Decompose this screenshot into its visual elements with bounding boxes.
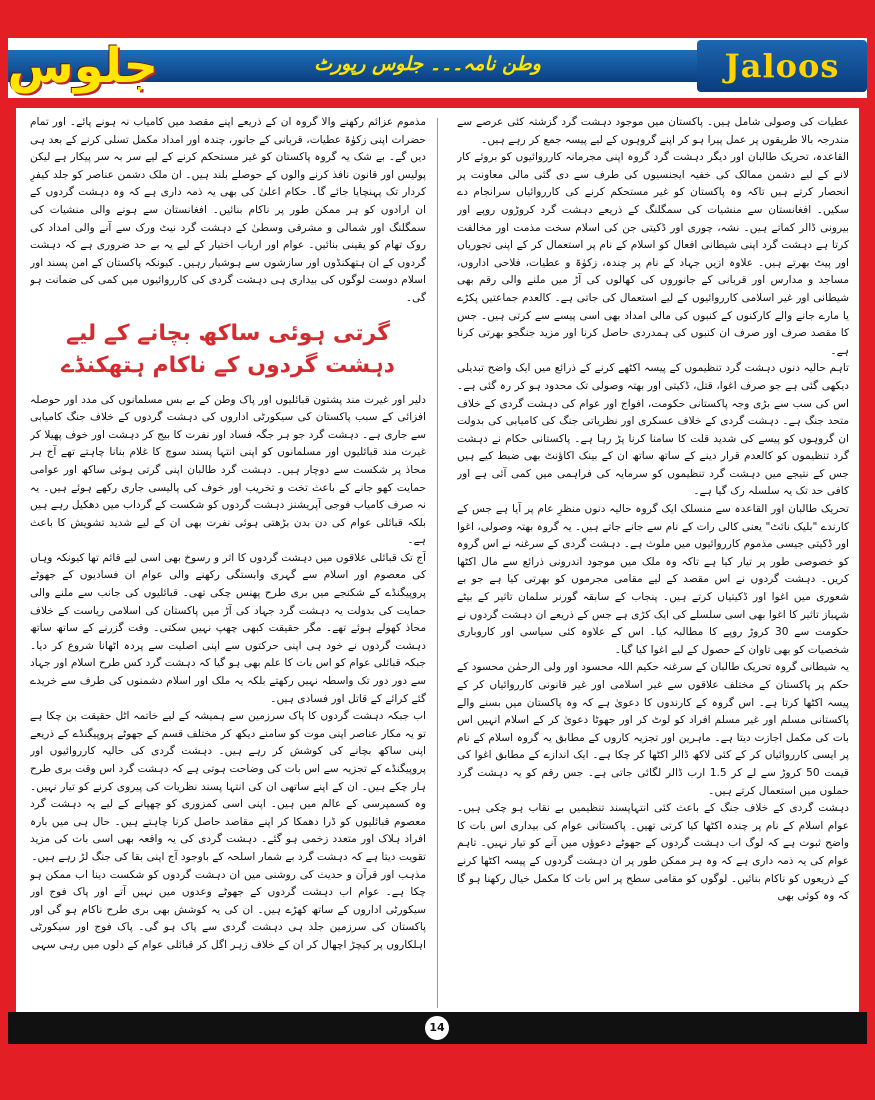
urdu-masthead-logo: جلوس: [7, 38, 158, 94]
column-divider: [437, 118, 438, 1008]
brand-name: Jaloos: [724, 47, 840, 85]
article-headline: [30, 318, 426, 382]
right-column: [457, 114, 849, 1010]
paragraph: تاہم حالیہ دنوں دہشت گرد تنظیموں کے پیسہ اکٹھے کرنے کے ذرائع میں ایک واضح تبدیلی دیکھی گئی ہے جو صرف اغوا، قتل، ڈکیتی اور بھتہ وصولی تک محدود ہو کر رہ گئی ہے۔ اس کی سب سے بڑی وجہ پاکستانی حکومت، افواج اور عوام کی دہشت گردی کے خلاف متحد جنگ ہے۔ دہشت گردی کے خلاف عسکری اور نظریاتی جنگ کی کامیابی کی بدولت ان گروہوں کو پیسے کی شدید قلت کا سامنا کرنا پڑ رہا ہے۔ پاکستانی حکام نے دہشت گرد تنظیموں کو کالعدم قرار دینے کے ساتھ ساتھ ان کے بینک اکاؤنٹ بھی ضبط کیے ہیں جس کے نتیجے میں دہشت گرد تنظیموں کو سرمایہ کی فراہمی میں کمی آئی ہے اور کافی حد تک یہ سلسلہ رک گیا ہے۔: [457, 362, 849, 498]
english-masthead-logo: [697, 40, 867, 92]
paragraph: اب جبکہ دہشت گردوں کا پاک سرزمین سے ہمیشہ کے لیے خاتمہ اٹل حقیقت بن چکا ہے تو یہ مکار عناصر اپنی موت کو سامنے دیکھ کر مختلف قسم کے جھوٹے پروپیگنڈے کے ذریعے اپنی ساکھ بچانے کی کوشش کر رہے ہیں۔ دہشت گردی کی حالیہ کارروائیوں اور پروپیگنڈے کے تجزیہ سے اس بات کی وضاحت ہوتی ہے کہ دہشت گرد اس وقت بری طرح ہار چکے ہیں۔ ان کے اپنے ساتھی ان کی انتہا پسند نظریات کی پیروی کرنے کو تیار نہیں۔ وہ کسمپرسی کے عالم میں ہیں۔ اپنی اسی کمزوری کو چھپانے کے لیے یہ دہشت گرد معصوم قبائلیوں کو ڈرا دھمکا کر اپنے مقاصد حاصل کرنا چاہتے ہیں۔ حال ہی میں بارہ افراد ہلاک اور متعدد زخمی ہو گئے۔ دہشت گردی کی یہ واقعہ بھی اسی بات کی مزید تقویت دیتا ہے کہ دہشت گرد بے شمار اسلحہ کے باوجود آج اپنی بقا کی جنگ لڑ رہے ہیں۔: [30, 710, 426, 863]
paragraph: مذموم عزائم رکھنے والا گروہ ان کے ذریعے اپنے مقصد میں کامیاب نہ ہونے پائے۔ اور تمام حضرات اپنی زکوٰۃ عطیات، قربانی کے جانور، چندہ اور امداد مکمل تسلی کرنے کے بعد ہی دیں گے۔ بے شک یہ گروہ پاکستان کو غیر مستحکم کرنے کے لیے سر بہ سر پیکار ہے لیکن پولیس اور قانون نافذ کرنے والوں کے حوصلے بلند ہیں۔ ان ملک دشمن عناصر کو جلد کیفرِ کردار تک پہنچایا جائے گا۔ حکام اعلیٰ کی بھی یہ ذمہ داری ہے کہ وہ دہشت گردوں کے ان ارادوں کو ہر ممکن طور پر ناکام بنائیں۔ افغانستان سے ہونے والی منشیات کی سمگلنگ اور شمالی و مشرقی وسطیٰ کے دہشت گرد نیٹ ورک سے آنے والی امداد کی روک تھام کو یقینی بنائیں۔ عوام اور ارباب اختیار کے لیے یہ بے حد ضروری ہے کہ دہشت گردوں کے ان ہتھکنڈوں اور سازشوں سے ہوشیار رہیں۔ کیونکہ پاکستان کے امن پسند اور اسلام دوست لوگوں کی بیداری ہی دہشت گردی کی کارروائیوں میں کمی کی ضمانت ہو گی۔: [30, 116, 426, 304]
paragraph: یہ شیطانی گروہ تحریک طالبان کے سرغنہ حکیم اللہ محسود اور ولی الرحمٰن محسود کے حکم پر پاکستان کے مختلف علاقوں سے غیر اسلامی اور غیر قانونی کارروائیاں کر کے پیسہ اکٹھا کرتا ہے۔ اس گروہ کے کارندوں کا دعویٰ ہے کہ وہ پاکستان میں بسنے والے پاکستانی مسلم اور غیر مسلم افراد کو لوٹ کر اور جھوٹا دعویٰ کر کے اسلام انہیں اس بات کی مکمل اجازت دیتا ہے۔ ماہرین اور تجزیہ کاروں کے مطابق یہ گروہ اسلام کے نام پر ایسی کارروائیاں کر کے کئی لاکھ ڈالر اکٹھا کر چکا ہے۔ ایک اندازے کے مطابق اغوا کی قیمت 50 کروڑ سے لے کر 1.5 ارب ڈالر لگائی جاتی ہے۔ جس رقم کو یہ دہشت گرد حملوں میں استعمال کرتے ہیں۔: [457, 661, 849, 797]
top-frame: [0, 0, 875, 38]
paragraph: آج تک قبائلی علاقوں میں دہشت گردوں کا اثر و رسوخ بھی اسی لیے قائم تھا کیونکہ وہاں کی معصوم اور اسلام سے گہری وابستگی رکھنے والی عوام ان فسادیوں کے جھوٹے پروپیگنڈے کے شکنجے میں بری طرح پھنس چکی تھی۔ قبائلیوں کی جانب سے ملنے والی حمایت کی بدولت یہ دہشت گرد جہاد کی آڑ میں پاکستان کی اسلامی ریاست کے خلاف محاذ کھولے ہوئے تھے۔ مگر حقیقت کبھی چھپ نہیں سکتی۔ وقت گزرنے کے ساتھ ساتھ دہشت گردوں نے خود ہی اپنی حرکتوں سے اپنی اصلیت سے پردہ اٹھانا شروع کر دیا۔ جبکہ قبائلی عوام کو اس بات کا علم بھی ہو گیا کہ دہشت گرد کس طرح اسلام اور جہاد سے دور دور تک واسطہ نہیں رکھتے بلکہ یہ ملک اور اسلام دشمنوں کی طرف سے خریدے گئے کرائے کے قاتل اور فسادی ہیں۔: [30, 551, 426, 705]
headline-line-2: دہشت گردوں کے ناکام ہتھکنڈے: [61, 352, 395, 378]
headline-line-1: گرتی ہوئی ساکھ بچانے کے لیے: [66, 320, 390, 346]
paragraph: تحریک طالبان اور القاعدہ سے منسلک ایک گروہ حالیہ دنوں منظرِ عام پر آیا ہے جس کے کارندے "بلیک نائٹ" یعنی کالی رات کے نام سے جانے جاتے ہیں۔ یہ گروہ بھتہ وصولی، اغوا اور ڈکیتی جیسی مذموم کارروائیوں میں ملوث ہے۔ دہشت گردی کے سرغنہ نے اس گروہ کو خصوصی طور پر تیار کیا ہے تاکہ وہ ملک میں موجود اندرونی ذرائع سے مال اکٹھا کریں۔ دہشت گردوں نے اس مقصد کے لیے مقامی مجرموں کو بھرتی کیا ہے جو بے شعوری میں اغوا اور ڈکیتیاں کرتے ہیں۔ پنجاب کے سابقہ گورنر سلمان تاثیر کے بیٹے شہباز تاثیر کا اغوا بھی اسی سلسلے کی ایک کڑی ہے جس کے ذریعے ان دہشت گردوں نے حکومت سے 30 کروڑ روپے کا مطالبہ کیا۔ اس کے علاوہ کئی سیاسی اور کاروباری شخصیات کو بھی تاوان کے حصول کے لیے اغوا کیا گیا۔: [457, 503, 849, 656]
left-column: [30, 114, 426, 1010]
paragraph: دہشت گردی کے خلاف جنگ کے باعث کئی انتہاپسند تنظیمیں بے نقاب ہو چکی ہیں۔ عوام اسلام کے نام پر چندہ اکٹھا کیا کرتی تھیں۔ پاکستانی عوام کی بیداری اس بات کا واضح ثبوت ہے کہ لوگ اب دہشت گردوں کے جھوٹے دعوؤں میں آنے کو تیار نہیں۔ تاہم عوام کی یہ ذمہ داری ہے کہ وہ ہر ممکن طور پر ان دہشت گردوں کے پیسہ اکٹھا کرنے کے ذریعوں کو ناکام بنائیں۔ لوگوں کو مقامی سطح پر اس بات کا مکمل خیال رکھنا ہو گا کہ وہ کوئی بھی: [457, 802, 849, 903]
paragraph: دلیر اور غیرت مند پشتون قبائلیوں اور پاک وطن کے بے بس مسلمانوں کی مدد اور حوصلہ افزائی کے سبب پاکستان کی سیکورٹی اداروں کی دہشت گردوں کے خلاف جنگ کامیابی سے جاری ہے۔ دہشت گرد جو ہر جگہ فساد اور نفرت کا بیج کر دہشت اور خوف پھیلا کر غیرت مند قبائلیوں اور مسلمانوں کو اپنی انتہا پسند سوچ کا غلام بنانا چاہتے تھے آج ہر محاذ پر شکست سے دوچار ہیں۔ دہشت گرد طالبان اپنی گرتی ہوئی ساکھ اور عوامی حمایت کھو جانے کے باعث تخت و تخریب اور خوف کی پالیسی جاری رکھے ہوئے ہیں۔ یہ نہ صرف کامیاب فوجی آپریشنز دہشت گردوں کو شکست کے گرداب میں دھکیل رہے ہیں بلکہ قبائلی عوام کی دن بدن بڑھتی ہوئی نفرت بھی ان کے لیے شدید تشویش کا باعث ہے۔: [30, 393, 426, 547]
paragraph: القاعدہ، تحریک طالبان اور دیگر دہشت گرد گروہ اپنی مجرمانہ کارروائیوں کو بروئے کار لانے کے لیے دشمن ممالک کی خفیہ ایجنسیوں کی طرف سے دی گئی مالی معاونت پر انحصار کرتے ہیں تاکہ وہ پاکستان کو غیر مستحکم کرنے کی کارروائیاں سرانجام دے سکیں۔ افغانستان سے منشیات کی سمگلنگ کے ذریعے دہشت گرد کروڑوں روپے اور بیرونی ڈالر کماتے ہیں۔ نشہ، چوری اور ڈکیتی جن کی اسلام سخت مذمت اور مخالفت کرتا ہے دہشت گرد اپنی شیطانی افعال کو اسلام کے نام پر استعمال کر کے اپنی تجوریاں اور پیٹ بھرتے ہیں۔ علاوہ ازیں جہاد کے نام پر چندہ، زکوٰۃ و عطیات، فلاحی اداروں، مساجد و مدارس اور قربانی کے جانوروں کی کھالوں کی آڑ میں ملنے والی رقم بھی شیطانی اور غیر اسلامی کارروائیوں کے لیے استعمال کی جاتی ہے۔ کالعدم جماعتیں پکڑے یا مارے جانے والے کارکنوں کے کنبوں کی مالی امداد بھی اسی پیسے سے کرتی ہیں۔ جس کا مقصد صرف اور صرف ان کنبوں کی ہمدردی حاصل کرنا اور مزید جنگجو بھرتی کرنا ہے۔: [457, 151, 849, 357]
paragraph: مذہب اور قرآن و حدیث کی روشنی میں ان دہشت گردوں کو شکست دینا اب ممکن ہو چکا ہے۔ عوام اب دہشت گردوں کے جھوٹے وعدوں میں نہیں آتے اور پاک فوج اور سیکورٹی اداروں کے ساتھ کھڑے ہیں۔ ان کی یہ کوشش بھی بری طرح ناکام ہو گی اور پاکستان کی سرزمین جلد ہی دہشت گردی سے پاک ہو گی۔ پاک فوج اور سیکورٹی اہلکاروں پر کیچڑ اچھال کر ان کے خلاف زہر اگل کر قبائلی عوام کے دلوں میں رہی سہی: [30, 868, 426, 951]
paragraph: عطیات کی وصولی شامل ہیں۔ پاکستان میں موجود دہشت گرد گزشتہ کئی عرصے سے مندرجہ بالا طریقوں پر عمل پیرا ہو کر اپنے گروہوں کے لیے پیسہ جمع کر رہے ہیں۔: [457, 116, 849, 146]
page-number: 14: [425, 1016, 449, 1040]
article-page: [16, 108, 859, 1012]
section-title: وطن نامہ۔۔۔ جلوس رپورٹ: [314, 53, 541, 75]
